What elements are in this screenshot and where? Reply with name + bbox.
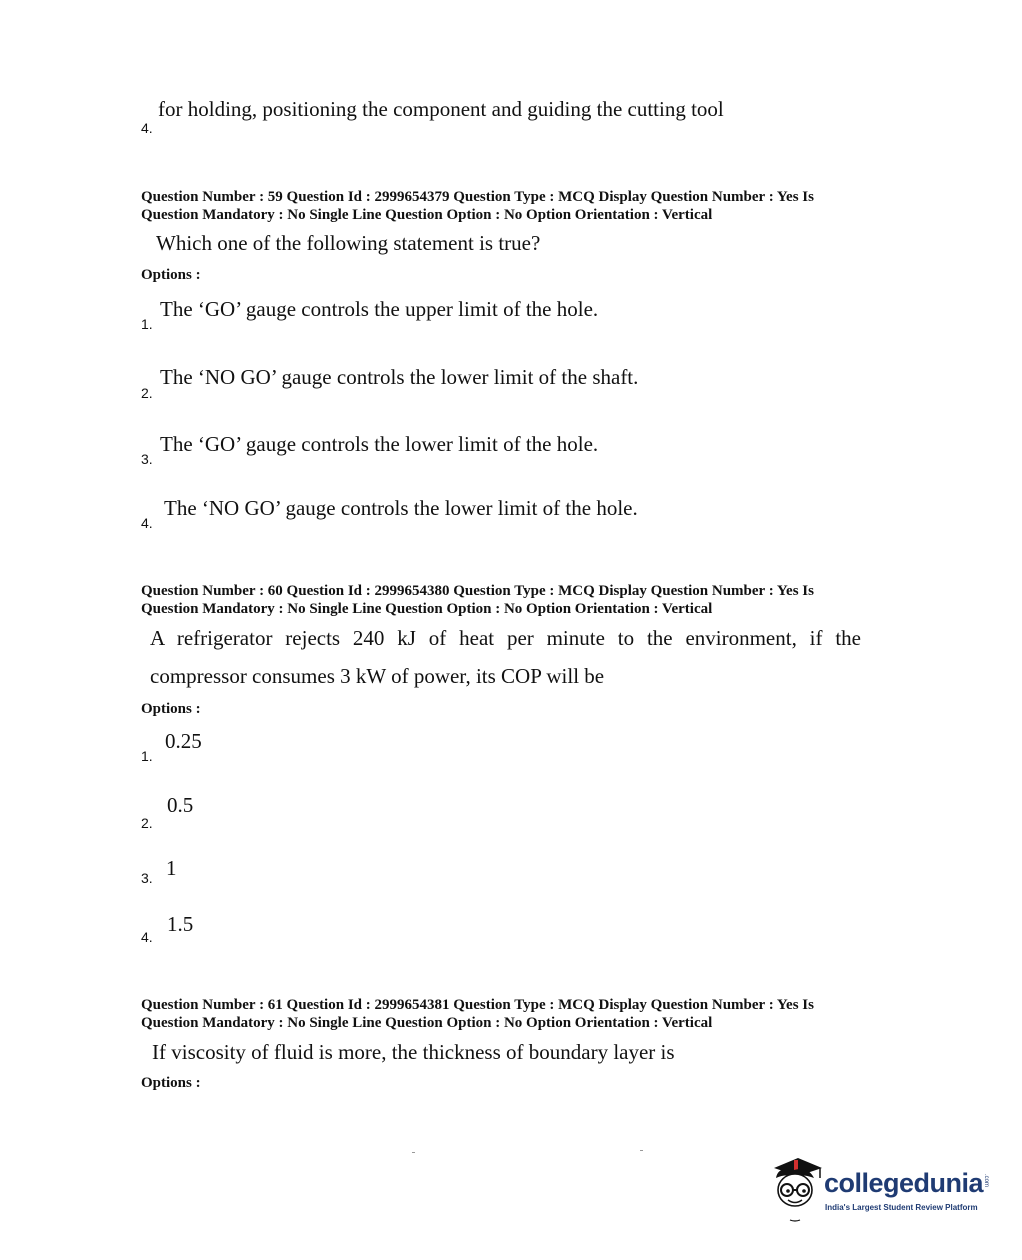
prev-option-4-text: for holding, positioning the component and guiding the cutting tool (158, 97, 724, 121)
q59-option-1-number: 1. (141, 316, 153, 332)
q61-question-text: If viscosity of fluid is more, the thickness of boundary layer is (152, 1040, 675, 1064)
q60-option-4-text[interactable]: 1.5 (167, 912, 194, 936)
q59-options-label: Options : (141, 267, 201, 283)
collegedunia-watermark (764, 1152, 994, 1226)
q59-meta-line2: Question Mandatory : No Single Line Question Option : No Option Orientation : Vertical (141, 207, 713, 223)
q60-option-2-text[interactable]: 0.5 (167, 793, 194, 817)
q60-meta-line2: Question Mandatory : No Single Line Question Option : No Option Orientation : Vertical (141, 601, 713, 617)
q60-option-2-number: 2. (141, 815, 153, 831)
q59-option-3-text[interactable]: The ‘GO’ gauge controls the lower limit of the hole. (160, 432, 599, 456)
q60-options-label: Options : (141, 701, 201, 717)
q61-options-label: Options : (141, 1075, 201, 1091)
q60-option-3-text[interactable]: 1 (166, 856, 177, 880)
q59-option-2-text[interactable]: The ‘NO GO’ gauge controls the lower limit of the shaft. (160, 365, 639, 389)
q59-option-3-number: 3. (141, 451, 153, 467)
watermark-brand: collegedunia (824, 1168, 984, 1198)
q59-meta-line1: Question Number : 59 Question Id : 2999654379 Question Type : MCQ Display Question Number : Yes Is (141, 189, 814, 205)
q61-meta-line2: Question Mandatory : No Single Line Question Option : No Option Orientation : Vertical (141, 1015, 713, 1031)
q60-option-3-number: 3. (141, 870, 153, 886)
prev-option-4-number: 4. (141, 120, 153, 136)
q60-meta-line1: Question Number : 60 Question Id : 2999654380 Question Type : MCQ Display Question Number : Yes Is (141, 583, 814, 599)
scan-artifact (412, 1152, 415, 1153)
scan-artifact (640, 1150, 643, 1151)
watermark-suffix: .com (983, 1174, 989, 1188)
q59-option-2-number: 2. (141, 385, 153, 401)
q61-meta-line1: Question Number : 61 Question Id : 2999654381 Question Type : MCQ Display Question Number : Yes Is (141, 997, 814, 1013)
q59-question-text: Which one of the following statement is true? (156, 231, 541, 255)
q60-question-text-line1: A refrigerator rejects 240 kJ of heat per minute to the environment, if the (150, 626, 861, 650)
q59-option-4-text[interactable]: The ‘NO GO’ gauge controls the lower limit of the hole. (164, 496, 638, 520)
q60-question-text-line2: compressor consumes 3 kW of power, its COP will be (150, 664, 605, 688)
mascot-logo-icon (764, 1154, 824, 1224)
watermark-tagline: India's Largest Student Review Platform (825, 1203, 978, 1212)
q60-option-4-number: 4. (141, 929, 153, 945)
q60-option-1-number: 1. (141, 748, 153, 764)
q59-option-1-text[interactable]: The ‘GO’ gauge controls the upper limit of the hole. (160, 297, 599, 321)
q59-option-4-number: 4. (141, 515, 153, 531)
q60-option-1-text[interactable]: 0.25 (165, 729, 202, 753)
